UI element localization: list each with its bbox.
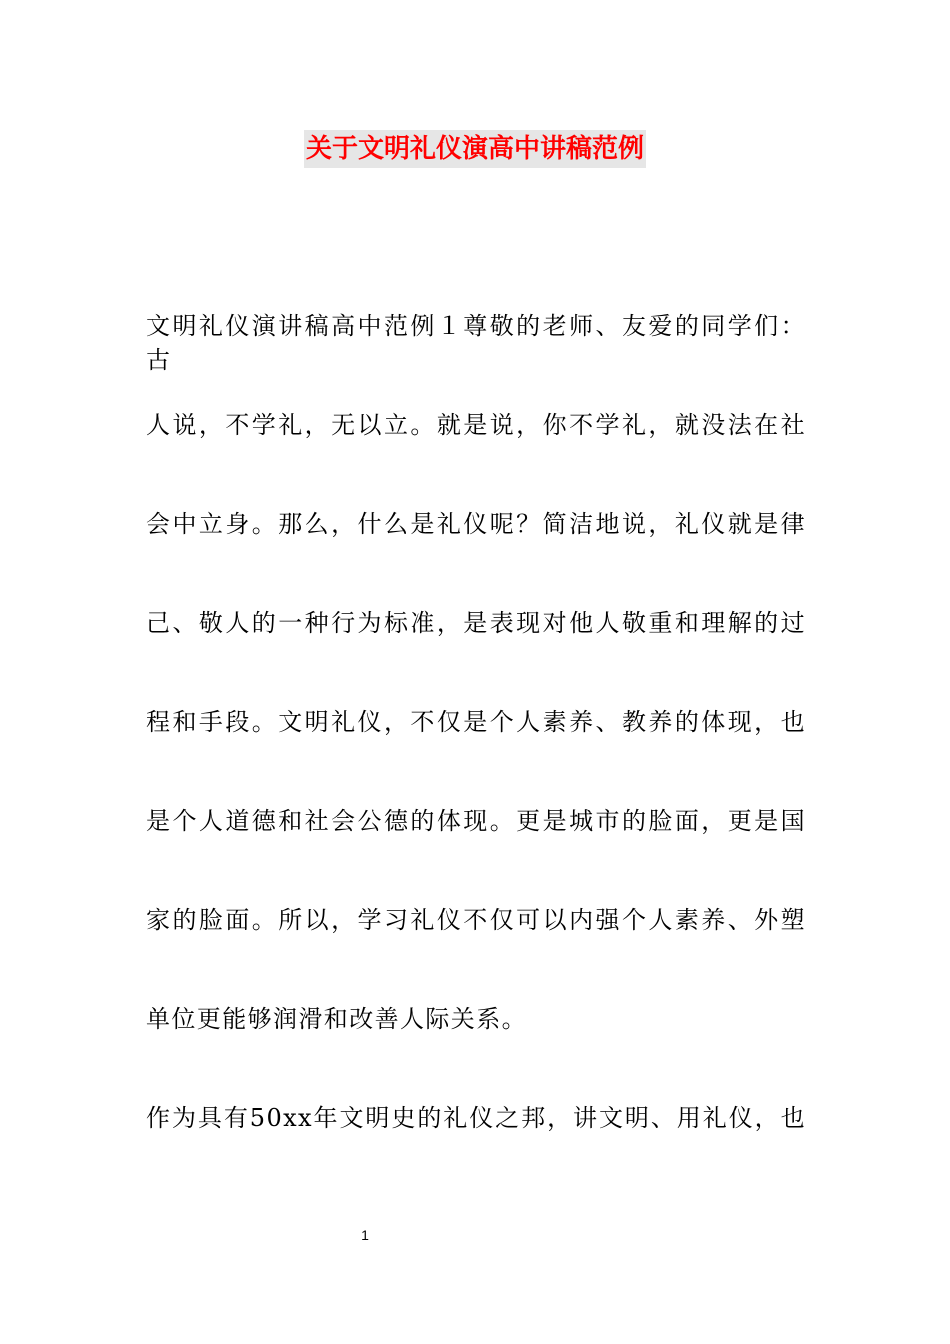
body-line-1: 文明礼仪演讲稿高中范例１尊敬的老师、友爱的同学们：古 (146, 312, 806, 374)
document-title: 关于文明礼仪演高中讲稿范例 (304, 130, 646, 168)
page-number: 1 (361, 1227, 369, 1243)
body-line-2: 人说，不学礼，无以立。就是说，你不学礼，就没法在社 (146, 411, 806, 439)
body-line-6: 是个人道德和社会公德的体现。更是城市的脸面，更是国 (146, 807, 806, 835)
body-line-7: 家的脸面。所以，学习礼仪不仅可以内强个人素养、外塑 (146, 906, 806, 934)
body-line-3: 会中立身。那么，什么是礼仪呢？简洁地说，礼仪就是律 (146, 510, 806, 538)
body-line-4: 己、敬人的一种行为标准，是表现对他人敬重和理解的过 (146, 609, 806, 637)
body-line-9: 作为具有50xx年文明史的礼仪之邦，讲文明、用礼仪，也 (146, 1104, 806, 1132)
body-line-5: 程和手段。文明礼仪，不仅是个人素养、教养的体现，也 (146, 708, 806, 736)
body-line-8: 单位更能够润滑和改善人际关系。 (146, 1005, 527, 1033)
title-container (0, 130, 950, 168)
